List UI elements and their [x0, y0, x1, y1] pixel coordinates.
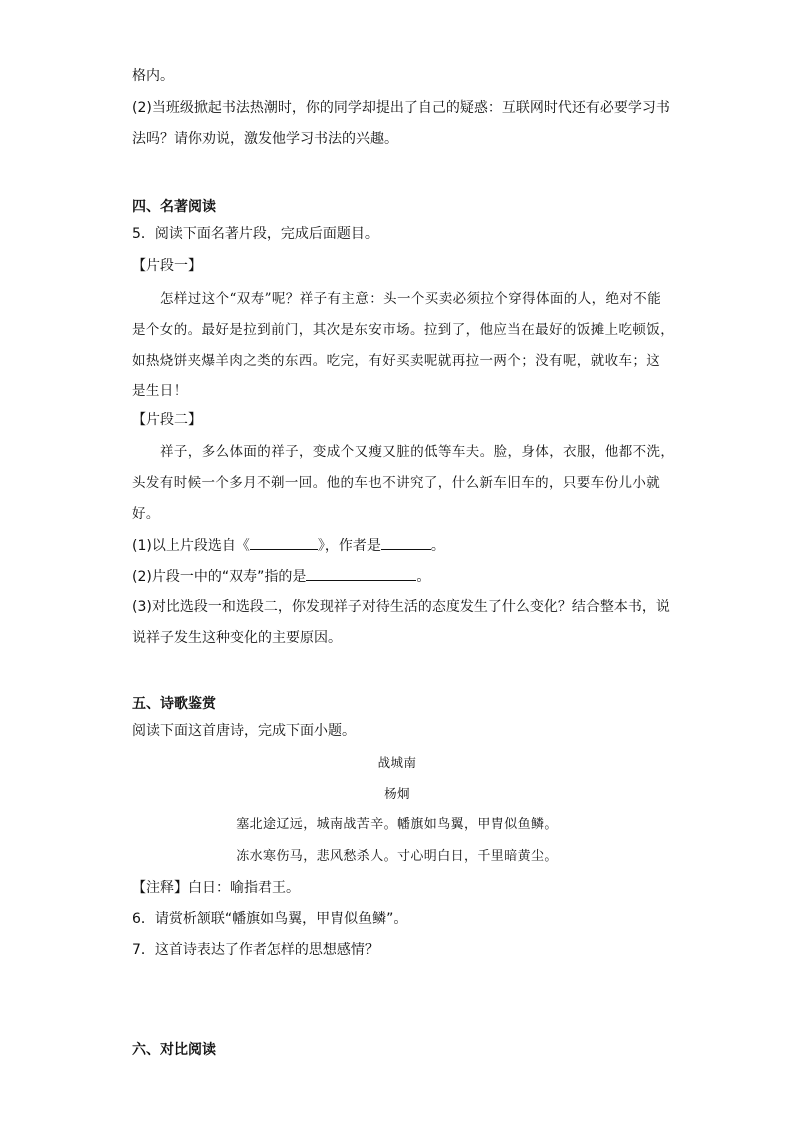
- excerpt2-line: 头发有时候一个多月不剃一回。他的车也不讲究了，什么新车旧车的，只要车份儿小就: [132, 475, 661, 491]
- q4-continued-text: 格内。: [132, 68, 174, 84]
- q5-2-text-b: 。: [416, 569, 431, 585]
- excerpt2-line: 祥子，多么体面的祥子，变成个又瘦又脏的低等车夫。脸，身体，衣服，他都不洗，: [160, 444, 675, 460]
- q5-subquestion-3-line1: (3)对比选段一和选段二，你发现祥子对待生活的态度发生了什么变化？结合整本书，说: [132, 599, 670, 615]
- excerpt2-label: 【片段二】: [132, 412, 202, 428]
- q5-1-text-c: 。: [430, 538, 445, 554]
- shuangshou-blank: [306, 566, 416, 581]
- q5-intro: 5．阅读下面名著片段，完成后面题目。: [132, 226, 379, 242]
- q5-1-text-a: (1)以上片段选自《: [132, 538, 250, 554]
- poem-line: 塞北途辽远，城南战苦辛。幡旗如鸟翼，甲胄似鱼鳞。: [236, 817, 558, 832]
- poem-title: 战城南: [377, 755, 417, 770]
- section5-heading: 五、诗歌鉴赏: [132, 696, 216, 712]
- q5-2-text-a: (2)片段一中的“双寿”指的是: [132, 569, 307, 585]
- section4-heading: 四、名著阅读: [132, 199, 216, 215]
- book-title-blank: [250, 535, 318, 550]
- q4-subquestion-2-line1: (2)当班级掀起书法热潮时，你的同学却提出了自己的疑惑：互联网时代还有必要学习书: [132, 100, 670, 116]
- poem-author: 杨炯: [384, 786, 410, 801]
- q5-subquestion-2: [132, 566, 662, 587]
- q5-subquestion-1: [132, 535, 662, 556]
- question-6: 6．请赏析颔联“幡旗如鸟翼，甲胄似鱼鳞”。: [132, 911, 408, 927]
- q5-subquestion-3-line2: 说祥子发生这种变化的主要原因。: [132, 630, 342, 646]
- poem-line: 冻水寒伤马，悲风愁杀人。寸心明白日，千里暗黄尘。: [236, 849, 558, 864]
- poem-annotation: 【注释】白日：喻指君王。: [132, 880, 300, 896]
- excerpt1-line: 是生日！: [132, 383, 188, 399]
- excerpt1-line: 怎样过这个“双寿”呢？祥子有主意：头一个买卖必须拉个穿得体面的人，绝对不能: [160, 291, 662, 307]
- section6-heading: 六、对比阅读: [132, 1042, 216, 1058]
- excerpt1-label: 【片段一】: [132, 258, 202, 274]
- question-7: 7．这首诗表达了作者怎样的思想感情？: [132, 942, 379, 958]
- excerpt2-line: 好。: [132, 506, 160, 522]
- section5-intro: 阅读下面这首唐诗，完成下面小题。: [132, 723, 356, 739]
- q4-subquestion-2-line2: 法吗？请你劝说，激发他学习书法的兴趣。: [132, 131, 398, 147]
- excerpt1-line: 是个女的。最好是拉到前门，其次是东安市场。拉到了，他应当在最好的饭摊上吃顿饭，: [132, 322, 675, 338]
- author-blank: [381, 535, 431, 550]
- q5-1-text-b: 》，作者是: [317, 538, 381, 554]
- excerpt1-line: 如热烧饼夹爆羊肉之类的东西。吃完，有好买卖呢就再拉一两个；没有呢，就收车；这: [132, 353, 661, 369]
